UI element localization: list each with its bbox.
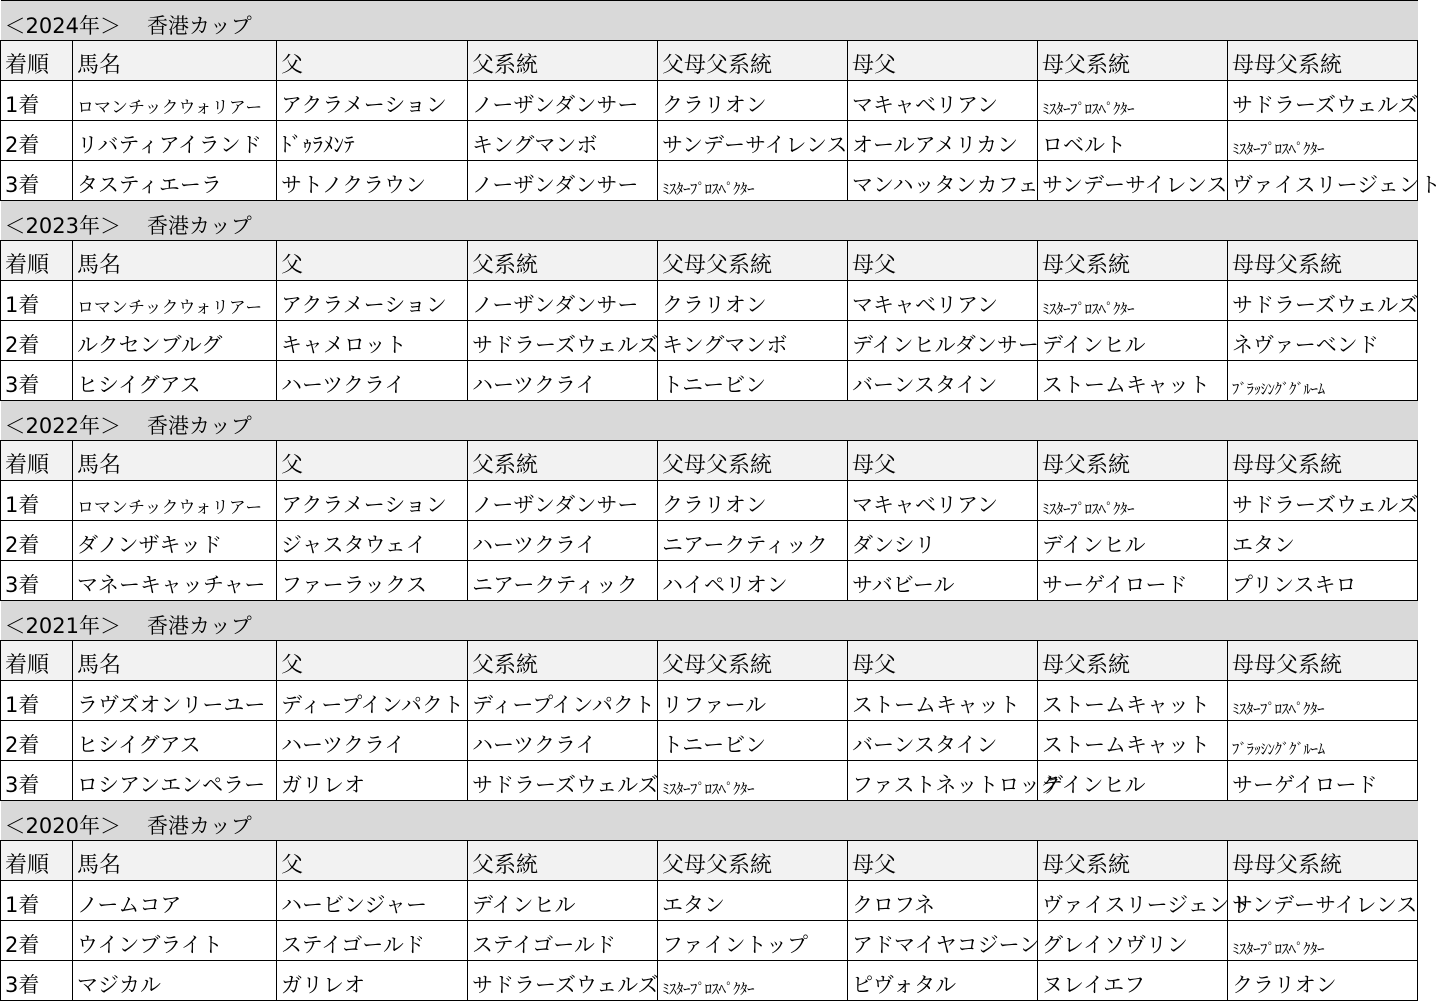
cell-sire: ファーラックス — [277, 561, 468, 601]
cell-dam-dam-sire-line: ヴァイスリージェント — [1228, 161, 1418, 201]
column-header-sire: 父 — [277, 841, 468, 881]
cell-sire: ディープインパクト — [277, 681, 468, 721]
cell-dam-sire: クロフネ — [848, 881, 1038, 921]
cell-dam-sire-line: グレイソヴリン — [1038, 921, 1228, 961]
table-row — [1, 921, 1418, 961]
cell-sire-line: デインヒル — [468, 881, 658, 921]
column-header-horse: 馬名 — [73, 441, 277, 481]
table-row — [1, 681, 1418, 721]
cell-sire-dam-sire-line: ﾐｽﾀｰﾌﾟﾛｽﾍﾟｸﾀｰ — [658, 161, 848, 201]
race-name: 香港カップ — [146, 813, 252, 838]
column-header-dam-sire-line: 母父系統 — [1038, 841, 1228, 881]
cell-sire-line: サドラーズウェルズ — [468, 321, 658, 361]
cell-rank: 2着 — [1, 121, 73, 161]
column-header-dam-dam-sire-line: 母母父系統 — [1228, 641, 1418, 681]
cell-sire: ハーツクライ — [277, 361, 468, 401]
cell-rank: 3着 — [1, 361, 73, 401]
cell-dam-sire: マキャベリアン — [848, 281, 1038, 321]
table-row — [1, 121, 1418, 161]
cell-dam-sire: マキャベリアン — [848, 481, 1038, 521]
cell-dam-dam-sire-line: サドラーズウェルズ — [1228, 281, 1418, 321]
table-row — [1, 881, 1418, 921]
cell-sire-line: ハーツクライ — [468, 721, 658, 761]
section-title-row — [1, 1, 1418, 41]
column-header-dam-dam-sire-line: 母母父系統 — [1228, 841, 1418, 881]
cell-sire-line: ノーザンダンサー — [468, 481, 658, 521]
cell-horse: ルクセンブルグ — [73, 321, 277, 361]
cell-dam-sire: サバビール — [848, 561, 1038, 601]
cell-sire-dam-sire-line: ハイペリオン — [658, 561, 848, 601]
column-header-dam-sire: 母父 — [848, 841, 1038, 881]
cell-horse: ヒシイグアス — [73, 721, 277, 761]
cell-dam-dam-sire-line: ﾌﾞﾗｯｼﾝｸﾞｸﾞﾙｰﾑ — [1228, 361, 1418, 401]
cell-dam-dam-sire-line: サドラーズウェルズ — [1228, 81, 1418, 121]
cell-sire-dam-sire-line: クラリオン — [658, 81, 848, 121]
column-header-sire-dam-sire-line: 父母父系統 — [658, 441, 848, 481]
section-title — [1, 401, 1418, 441]
cell-horse: ラヴズオンリーユー — [73, 681, 277, 721]
cell-dam-sire-line: サンデーサイレンス — [1038, 161, 1228, 201]
cell-rank: 1着 — [1, 81, 73, 121]
cell-sire-dam-sire-line: クラリオン — [658, 281, 848, 321]
cell-dam-sire: バーンスタイン — [848, 721, 1038, 761]
cell-rank: 1着 — [1, 281, 73, 321]
column-header-dam-sire: 母父 — [848, 441, 1038, 481]
cell-sire-line: ハーツクライ — [468, 521, 658, 561]
cell-dam-sire-line: ﾐｽﾀｰﾌﾟﾛｽﾍﾟｸﾀｰ — [1038, 81, 1228, 121]
section-title-row — [1, 401, 1418, 441]
cell-rank: 3着 — [1, 761, 73, 801]
cell-horse: マネーキャッチャー — [73, 561, 277, 601]
cell-dam-sire: ストームキャット — [848, 681, 1038, 721]
column-header-sire: 父 — [277, 641, 468, 681]
cell-sire: アクラメーション — [277, 81, 468, 121]
cell-dam-sire: オールアメリカン — [848, 121, 1038, 161]
cell-sire-dam-sire-line: ﾐｽﾀｰﾌﾟﾛｽﾍﾟｸﾀｰ — [658, 961, 848, 1001]
cell-dam-dam-sire-line: サーゲイロード — [1228, 761, 1418, 801]
cell-dam-dam-sire-line: ﾐｽﾀｰﾌﾟﾛｽﾍﾟｸﾀｰ — [1228, 681, 1418, 721]
section-title — [1, 201, 1418, 241]
cell-horse: タスティエーラ — [73, 161, 277, 201]
cell-dam-sire-line: ﾐｽﾀｰﾌﾟﾛｽﾍﾟｸﾀｰ — [1038, 281, 1228, 321]
section-title-row — [1, 801, 1418, 841]
cell-sire-line: ノーザンダンサー — [468, 161, 658, 201]
column-header-dam-sire: 母父 — [848, 41, 1038, 81]
cell-sire-line: ディープインパクト — [468, 681, 658, 721]
cell-sire: サトノクラウン — [277, 161, 468, 201]
table-row — [1, 481, 1418, 521]
cell-sire-line: ニアークティック — [468, 561, 658, 601]
column-header-dam-sire-line: 母父系統 — [1038, 441, 1228, 481]
cell-sire: ステイゴールド — [277, 921, 468, 961]
cell-dam-dam-sire-line: ﾐｽﾀｰﾌﾟﾛｽﾍﾟｸﾀｰ — [1228, 121, 1418, 161]
cell-sire-dam-sire-line: ニアークティック — [658, 521, 848, 561]
cell-rank: 2着 — [1, 721, 73, 761]
cell-sire-line: サドラーズウェルズ — [468, 961, 658, 1001]
cell-rank: 1着 — [1, 681, 73, 721]
table-row — [1, 761, 1418, 801]
cell-sire: ﾄﾞｩﾗﾒﾝﾃ — [277, 121, 468, 161]
column-header-horse: 馬名 — [73, 41, 277, 81]
table-row — [1, 281, 1418, 321]
cell-dam-sire: デインヒルダンサー — [848, 321, 1038, 361]
table-row — [1, 561, 1418, 601]
cell-dam-sire: ファストネットロック — [848, 761, 1038, 801]
cell-sire-dam-sire-line: トニービン — [658, 721, 848, 761]
column-header-dam-sire-line: 母父系統 — [1038, 241, 1228, 281]
cell-horse: ロシアンエンペラー — [73, 761, 277, 801]
table-row — [1, 721, 1418, 761]
column-header-horse: 馬名 — [73, 841, 277, 881]
cell-sire-dam-sire-line: クラリオン — [658, 481, 848, 521]
cell-dam-sire-line: ヌレイエフ — [1038, 961, 1228, 1001]
cell-sire-line: ノーザンダンサー — [468, 81, 658, 121]
column-header-sire-line: 父系統 — [468, 41, 658, 81]
column-header-rank: 着順 — [1, 241, 73, 281]
column-header-dam-dam-sire-line: 母母父系統 — [1228, 441, 1418, 481]
column-header-sire-dam-sire-line: 父母父系統 — [658, 41, 848, 81]
cell-dam-sire-line: ﾐｽﾀｰﾌﾟﾛｽﾍﾟｸﾀｰ — [1038, 481, 1228, 521]
cell-sire-line: サドラーズウェルズ — [468, 761, 658, 801]
cell-dam-sire-line: デインヒル — [1038, 521, 1228, 561]
table-row — [1, 961, 1418, 1001]
year-label: ＜2023年＞ — [4, 213, 121, 238]
column-header-dam-sire: 母父 — [848, 241, 1038, 281]
cell-dam-sire: マンハッタンカフェ — [848, 161, 1038, 201]
cell-sire-dam-sire-line: ファイントップ — [658, 921, 848, 961]
column-header-rank: 着順 — [1, 841, 73, 881]
cell-rank: 2着 — [1, 921, 73, 961]
cell-horse: ノームコア — [73, 881, 277, 921]
cell-dam-sire-line: サーゲイロード — [1038, 561, 1228, 601]
cell-sire-line: ノーザンダンサー — [468, 281, 658, 321]
cell-dam-sire: バーンスタイン — [848, 361, 1038, 401]
column-header-row — [1, 241, 1418, 281]
column-header-row — [1, 441, 1418, 481]
table-row — [1, 81, 1418, 121]
column-header-row — [1, 41, 1418, 81]
cell-rank: 2着 — [1, 521, 73, 561]
cell-horse: ロマンチックウォリアー — [73, 81, 277, 121]
column-header-dam-dam-sire-line: 母母父系統 — [1228, 241, 1418, 281]
table-row — [1, 321, 1418, 361]
column-header-sire: 父 — [277, 41, 468, 81]
cell-dam-dam-sire-line: ﾐｽﾀｰﾌﾟﾛｽﾍﾟｸﾀｰ — [1228, 921, 1418, 961]
table-row — [1, 161, 1418, 201]
cell-dam-dam-sire-line: ネヴァーベンド — [1228, 321, 1418, 361]
column-header-dam-dam-sire-line: 母母父系統 — [1228, 41, 1418, 81]
cell-dam-sire-line: デインヒル — [1038, 761, 1228, 801]
cell-sire: ジャスタウェイ — [277, 521, 468, 561]
cell-sire: ガリレオ — [277, 961, 468, 1001]
section-title-row — [1, 201, 1418, 241]
cell-sire-line: ステイゴールド — [468, 921, 658, 961]
column-header-sire: 父 — [277, 241, 468, 281]
race-name: 香港カップ — [146, 13, 252, 38]
cell-sire: キャメロット — [277, 321, 468, 361]
cell-horse: ダノンザキッド — [73, 521, 277, 561]
cell-sire: ハービンジャー — [277, 881, 468, 921]
cell-sire: アクラメーション — [277, 481, 468, 521]
column-header-rank: 着順 — [1, 441, 73, 481]
section-title — [1, 601, 1418, 641]
cell-rank: 3着 — [1, 561, 73, 601]
cell-dam-sire-line: ストームキャット — [1038, 681, 1228, 721]
cell-horse: リバティアイランド — [73, 121, 277, 161]
cell-dam-sire-line: ヴァイスリージェント — [1038, 881, 1228, 921]
cell-dam-sire-line: デインヒル — [1038, 321, 1228, 361]
race-name: 香港カップ — [146, 213, 252, 238]
column-header-sire-line: 父系統 — [468, 241, 658, 281]
cell-horse: ヒシイグアス — [73, 361, 277, 401]
cell-dam-dam-sire-line: ﾌﾞﾗｯｼﾝｸﾞｸﾞﾙｰﾑ — [1228, 721, 1418, 761]
cell-sire-line: キングマンボ — [468, 121, 658, 161]
cell-rank: 2着 — [1, 321, 73, 361]
cell-dam-sire: マキャベリアン — [848, 81, 1038, 121]
cell-horse: ウインブライト — [73, 921, 277, 961]
column-header-sire-line: 父系統 — [468, 841, 658, 881]
year-label: ＜2022年＞ — [4, 413, 121, 438]
year-label: ＜2020年＞ — [4, 813, 121, 838]
table-row — [1, 521, 1418, 561]
section-title — [1, 1, 1418, 41]
cell-dam-sire: アドマイヤコジーン — [848, 921, 1038, 961]
cell-dam-dam-sire-line: サドラーズウェルズ — [1228, 481, 1418, 521]
cell-dam-sire-line: ロベルト — [1038, 121, 1228, 161]
section-title-row — [1, 601, 1418, 641]
cell-dam-sire-line: ストームキャット — [1038, 721, 1228, 761]
column-header-dam-sire-line: 母父系統 — [1038, 641, 1228, 681]
table-row — [1, 361, 1418, 401]
column-header-horse: 馬名 — [73, 241, 277, 281]
column-header-sire-dam-sire-line: 父母父系統 — [658, 641, 848, 681]
cell-rank: 3着 — [1, 161, 73, 201]
column-header-sire-line: 父系統 — [468, 441, 658, 481]
cell-rank: 1着 — [1, 481, 73, 521]
cell-rank: 1着 — [1, 881, 73, 921]
race-name: 香港カップ — [146, 613, 252, 638]
cell-horse: ロマンチックウォリアー — [73, 281, 277, 321]
cell-sire: ガリレオ — [277, 761, 468, 801]
year-label: ＜2024年＞ — [4, 13, 121, 38]
cell-sire-line: ハーツクライ — [468, 361, 658, 401]
cell-sire: ハーツクライ — [277, 721, 468, 761]
cell-dam-sire: ピヴォタル — [848, 961, 1038, 1001]
cell-dam-dam-sire-line: サンデーサイレンス — [1228, 881, 1418, 921]
cell-sire: アクラメーション — [277, 281, 468, 321]
column-header-sire: 父 — [277, 441, 468, 481]
cell-dam-sire: ダンシリ — [848, 521, 1038, 561]
cell-dam-dam-sire-line: クラリオン — [1228, 961, 1418, 1001]
cell-sire-dam-sire-line: サンデーサイレンス — [658, 121, 848, 161]
column-header-horse: 馬名 — [73, 641, 277, 681]
race-name: 香港カップ — [146, 413, 252, 438]
cell-sire-dam-sire-line: トニービン — [658, 361, 848, 401]
column-header-rank: 着順 — [1, 41, 73, 81]
column-header-sire-dam-sire-line: 父母父系統 — [658, 241, 848, 281]
year-label: ＜2021年＞ — [4, 613, 121, 638]
column-header-sire-line: 父系統 — [468, 641, 658, 681]
column-header-row — [1, 841, 1418, 881]
section-title — [1, 801, 1418, 841]
column-header-rank: 着順 — [1, 641, 73, 681]
cell-sire-dam-sire-line: ﾐｽﾀｰﾌﾟﾛｽﾍﾟｸﾀｰ — [658, 761, 848, 801]
cell-dam-dam-sire-line: プリンスキロ — [1228, 561, 1418, 601]
cell-horse: ロマンチックウォリアー — [73, 481, 277, 521]
cell-sire-dam-sire-line: リファール — [658, 681, 848, 721]
cell-dam-sire-line: ストームキャット — [1038, 361, 1228, 401]
cell-sire-dam-sire-line: エタン — [658, 881, 848, 921]
cell-horse: マジカル — [73, 961, 277, 1001]
column-header-sire-dam-sire-line: 父母父系統 — [658, 841, 848, 881]
column-header-dam-sire: 母父 — [848, 641, 1038, 681]
cell-sire-dam-sire-line: キングマンボ — [658, 321, 848, 361]
cell-dam-dam-sire-line: エタン — [1228, 521, 1418, 561]
column-header-row — [1, 641, 1418, 681]
cell-rank: 3着 — [1, 961, 73, 1001]
column-header-dam-sire-line: 母父系統 — [1038, 41, 1228, 81]
